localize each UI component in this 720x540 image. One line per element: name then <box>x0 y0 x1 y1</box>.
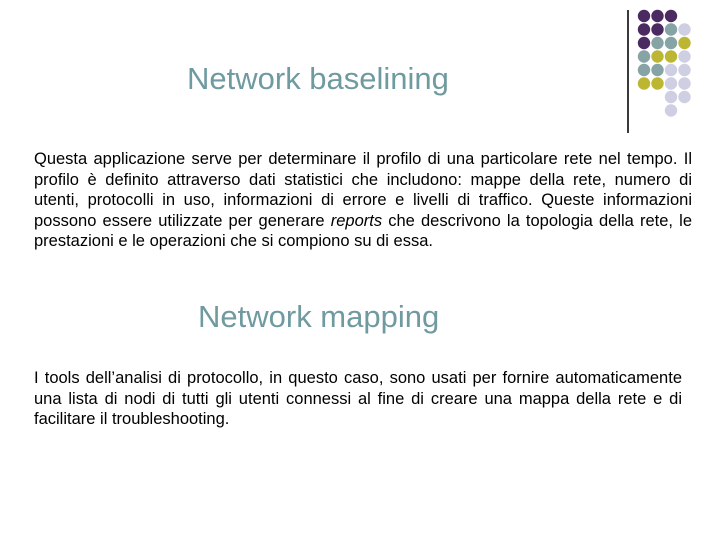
decorative-dot <box>665 91 677 103</box>
decorative-dot <box>665 10 677 22</box>
decorative-dot <box>651 10 663 22</box>
decorative-dot <box>665 104 677 116</box>
decorative-dot <box>678 50 690 62</box>
decorative-dot <box>678 64 690 76</box>
decorative-dot <box>651 50 663 62</box>
section-body-network-mapping: I tools dell’analisi di protocollo, in questo caso, sono usati per fornire automaticamente una lista di nodi di tutti gli utenti connessi al fine di creare una mappa della rete e di facilitare il troubleshooting. <box>34 369 682 428</box>
decorative-dot <box>638 23 650 35</box>
section-body-network-baselining <box>34 149 692 252</box>
decorative-dot <box>665 37 677 49</box>
body-text-emphasis: reports <box>330 211 383 230</box>
decorative-dot <box>638 10 650 22</box>
decorative-dot-grid <box>636 8 720 120</box>
decorative-dot <box>638 77 650 89</box>
decorative-dot <box>665 64 677 76</box>
decorative-dot <box>678 91 690 103</box>
decorative-dot <box>678 77 690 89</box>
body-text-part: che descrivono la topologia della rete, le prestazioni e le operazioni che si compiono su di essa. <box>34 211 693 250</box>
decorative-dot <box>651 23 663 35</box>
vertical-divider-line <box>627 10 629 133</box>
body-text-part: Questa applicazione serve per determinare il profilo di una particolare rete nel tempo. Il profilo è definito attraverso dati statistici che includono: mappe della rete, numero di utenti, protocolli in uso, informazioni di errore e livelli di traffico. Queste informazioni possono essere utilizzate per generare <box>34 150 692 230</box>
decorative-dot <box>665 23 677 35</box>
decorative-dot <box>665 77 677 89</box>
decorative-dot <box>638 50 650 62</box>
section-title-network-mapping: Network mapping <box>198 299 440 334</box>
decorative-dot <box>651 64 663 76</box>
decorative-dot <box>665 50 677 62</box>
decorative-dot <box>638 64 650 76</box>
decorative-dot <box>651 77 663 89</box>
decorative-dot <box>638 37 650 49</box>
decorative-dot <box>651 37 663 49</box>
section-title-network-baselining: Network baselining <box>187 61 449 96</box>
decorative-dot <box>678 37 690 49</box>
decorative-dot <box>678 23 690 35</box>
